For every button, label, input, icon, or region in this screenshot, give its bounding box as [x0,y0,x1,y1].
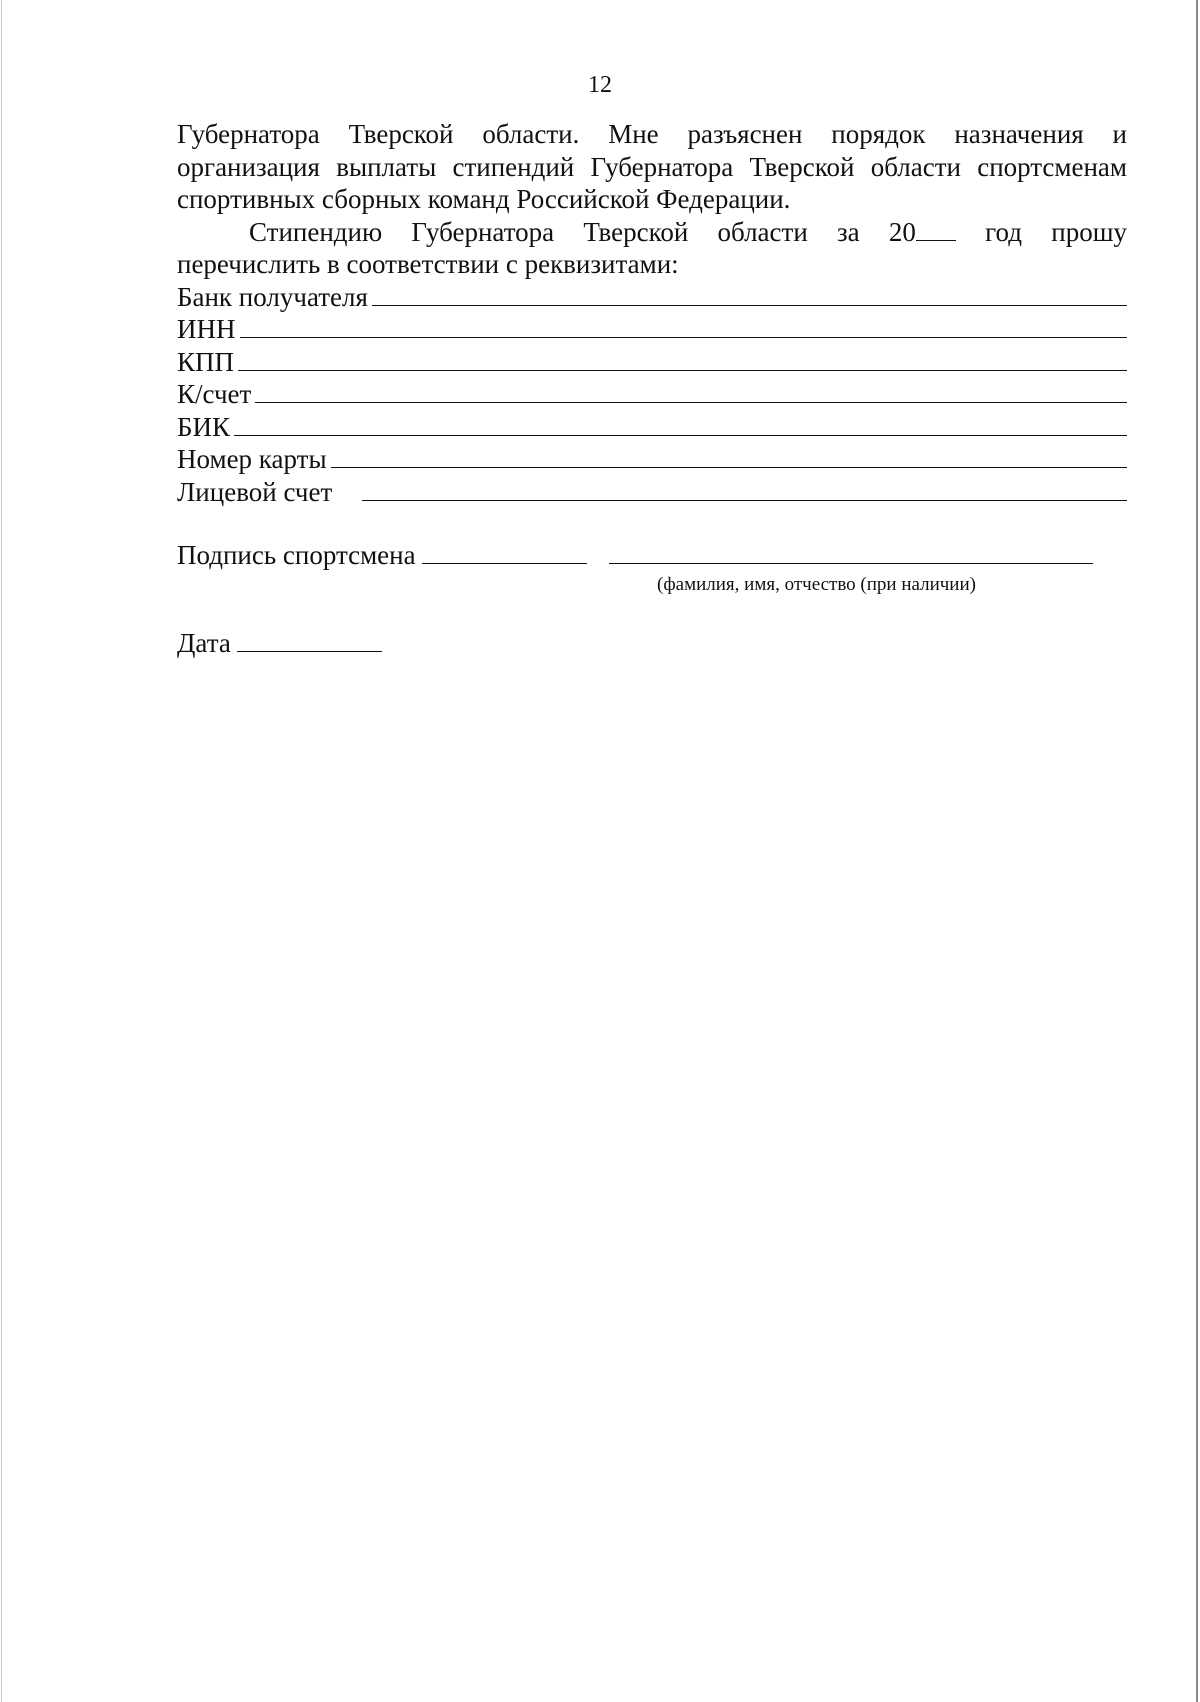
paragraph-line: Губернатора Тверской области. Мне разъяснен порядок назначения и [177,119,1127,149]
field-card-number [177,443,1127,476]
field-blank-line[interactable] [372,283,1127,306]
date-label: Дата [177,628,231,658]
field-label: Лицевой счет [177,476,333,507]
signature-row [177,540,1127,571]
paragraph-consent [177,118,1127,216]
scan-edge-left [1,0,2,1702]
field-blank-line[interactable] [238,348,1127,371]
field-blank-line[interactable] [234,413,1127,436]
scan-edge-right [1196,0,1198,1702]
field-label: ИНН [177,314,236,344]
paragraph-line: перечислить в соответствии с реквизитами: [177,249,679,279]
year-blank-field[interactable] [916,220,956,241]
field-bank [177,281,1127,314]
field-bik [177,411,1127,444]
field-corr-account [177,378,1127,411]
date-row [177,628,382,659]
year-text-before: Стипендию Губернатора Тверской области за 20 [249,216,916,247]
full-name-blank-line[interactable] [609,541,1093,564]
signature-label: Подпись спортсмена [177,540,416,570]
field-kpp [177,346,1127,379]
bank-details-fields [177,281,1127,509]
field-label: К/счет [177,379,252,409]
signature-blank-line[interactable] [422,541,587,564]
paragraph-line: спортивных сборных команд Российской Федерации. [177,184,791,214]
field-blank-line[interactable] [362,478,1127,501]
date-blank-line[interactable] [237,629,382,652]
signature-block [177,540,1127,595]
field-blank-line[interactable] [331,445,1127,468]
field-label: Номер карты [177,444,327,474]
field-blank-line[interactable] [240,315,1128,338]
page-number: 12 [588,72,612,98]
year-text-after: год прошу [985,216,1127,247]
paragraph-line: организация выплаты стипендий Губернатора Тверской области спортсменам [177,151,1127,182]
field-inn [177,313,1127,346]
document-body [177,118,1127,508]
field-blank-line[interactable] [255,380,1127,403]
field-label: КПП [177,346,235,377]
field-label: БИК [177,411,231,442]
field-personal-account [177,476,1127,509]
paragraph-line-year [177,216,1127,249]
full-name-caption: (фамилия, имя, отчество (при наличии) [657,574,976,595]
field-label: Банк получателя [177,281,368,312]
paragraph-request [177,216,1127,281]
